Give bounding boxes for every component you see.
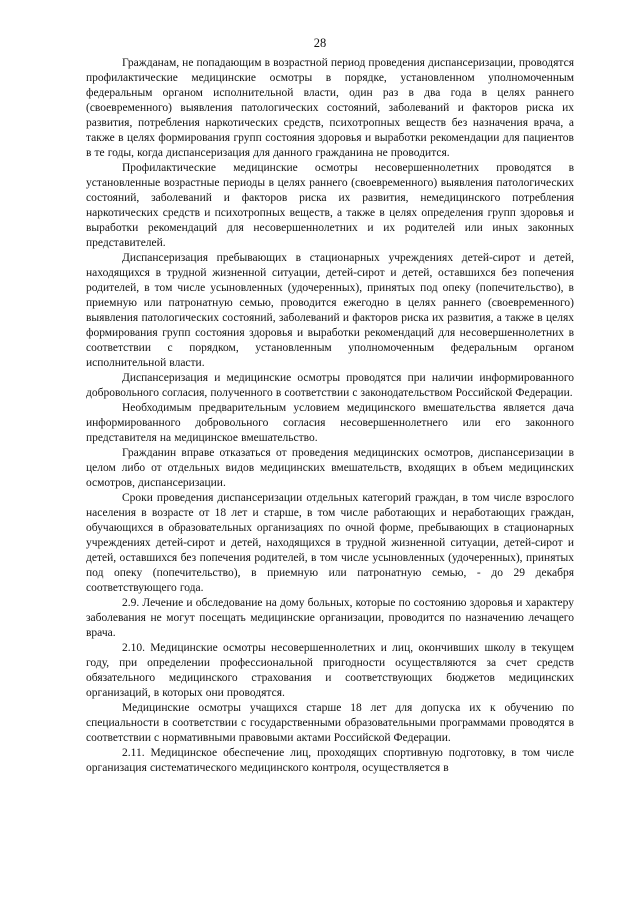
paragraph-1: Гражданам, не попадающим в возрастной период проведения диспансеризации, проводятся профилактические медицинские осмотры в порядке, установленном уполномоченным федеральным органом исполнительной власти, один раз в два года в целях раннего (своевременного) выявления патологических состояний, заболеваний и факторов риска их развития, потребления наркотических средств, психотропных веществ без назначения врача, а также в целях формирования групп состояния здоровья и выработки рекомендации для пациентов в те годы, когда диспансеризация для данного гражданина не проводится. [86,57,574,159]
paragraph-9: 2.10. Медицинские осмотры несовершеннолетних и лиц, окончивших школу в текущем году, при определении профессиональной пригодности осуществляются за счет средств обязательного медицинского страхования и соответствующих бюджетов медицинских организаций, в которых они проводятся. [86,642,574,699]
page-number: 28 [313,36,327,50]
paragraph-10: Медицинские осмотры учащихся старше 18 лет для допуска их к обучению по специальности в соответствии с государственными образовательными программами проводятся в соответствии с нормативными правовыми актами Российской Федерации. [86,702,574,744]
paragraph-3: Диспансеризация пребывающих в стационарных учреждениях детей-сирот и детей, находящихся в трудной жизненной ситуации, детей-сирот и детей, оставшихся без попечения родителей, в том числе усыновленных (удочеренных), принятых под опеку (попечительство), в приемную или патронатную семью, проводится ежегодно в целях раннего (своевременного) выявления патологических состояний, заболеваний и факторов риска их развития, а также в целях формирования групп состояния здоровья и выработки рекомендаций для несовершеннолетних в соответствии с порядком, установленным уполномоченным федеральным органом исполнительной власти. [86,252,574,369]
paragraph-5: Необходимым предварительным условием медицинского вмешательства является дача информированного добровольного согласия несовершеннолетнего или его законного представителя на медицинское вмешательство. [86,402,574,444]
paragraph-4: Диспансеризация и медицинские осмотры проводятся при наличии информированного добровольного согласия, полученного в соответствии с законодательством Российской Федерации. [86,372,574,399]
paragraph-11: 2.11. Медицинское обеспечение лиц, проходящих спортивную подготовку, в том числе организация систематического медицинского контроля, осуществляется в [86,747,574,774]
paragraph-6: Гражданин вправе отказаться от проведения медицинских осмотров, диспансеризации в целом либо от отдельных видов медицинских вмешательств, входящих в объем медицинских осмотров, диспансеризации. [86,447,574,489]
document-body [86,56,574,776]
paragraph-7: Сроки проведения диспансеризации отдельных категорий граждан, в том числе взрослого населения в возрасте от 18 лет и старше, в том числе работающих и неработающих граждан, обучающихся в образовательных организациях по очной форме, пребывающих в стационарных учреждениях детей-сирот и детей, находящихся в трудной жизненной ситуации, детей-сирот и детей, оставшихся без попечения родителей, в том числе усыновленных (удочеренных), принятых под опеку (попечительство), в приемную или патронатную семью, - до 29 декабря соответствующего года. [86,492,574,594]
paragraph-8: 2.9. Лечение и обследование на дому больных, которые по состоянию здоровья и характеру заболевания не могут посещать медицинские организации, проводится по назначению лечащего врача. [86,597,574,639]
paragraph-2: Профилактические медицинские осмотры несовершеннолетних проводятся в установленные возрастные периоды в целях раннего (своевременного) выявления патологических состояний, заболеваний и факторов риска их развития, немедицинского потребления наркотических средств и психотропных веществ, а также в целях определения групп здоровья и выработки рекомендаций для несовершеннолетних и их родителей или иных законных представителей. [86,162,574,249]
